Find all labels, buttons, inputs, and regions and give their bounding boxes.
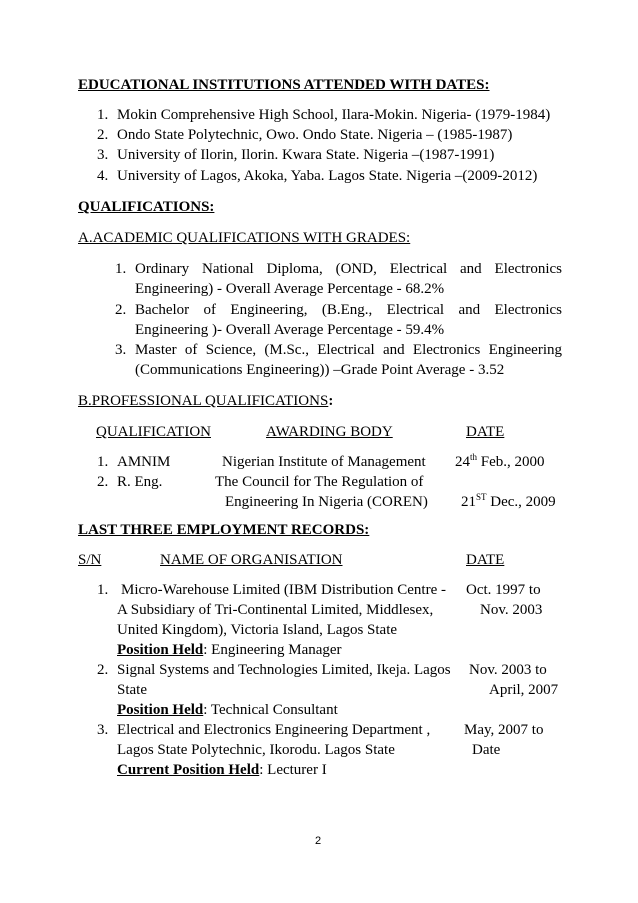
position-value: : Lecturer I bbox=[259, 762, 327, 778]
date-rest: Feb., 2000 bbox=[477, 454, 545, 470]
list-item-number: 1. bbox=[97, 582, 109, 598]
list-item-number: 3. bbox=[115, 342, 127, 358]
column-header-awarding-body: AWARDING BODY bbox=[266, 424, 393, 440]
date-rest: Dec., 2009 bbox=[486, 494, 556, 510]
list-item-number: 2. bbox=[97, 662, 109, 678]
list-item-number: 3. bbox=[97, 722, 109, 738]
list-item-number: 2. bbox=[97, 127, 109, 143]
list-item: Bachelor of Engineering, (B.Eng., Electrical and Electronics bbox=[135, 302, 562, 318]
position-label: Position Held bbox=[117, 702, 204, 718]
professional-heading bbox=[78, 392, 333, 410]
list-item-continuation: Engineering )- Overall Average Percentage - 59.4% bbox=[135, 322, 445, 338]
position-held bbox=[117, 761, 327, 779]
column-header-organisation: NAME OF ORGANISATION bbox=[160, 552, 343, 568]
organisation-line: State bbox=[117, 682, 147, 698]
position-value: : Technical Consultant bbox=[203, 702, 338, 718]
date-ordinal: th bbox=[470, 452, 478, 462]
page-number: 2 bbox=[315, 835, 322, 847]
institutions-heading: EDUCATIONAL INSTITUTIONS ATTENDED WITH DATES: bbox=[78, 77, 490, 93]
professional-heading-text: B.PROFESSIONAL QUALIFICATIONS bbox=[78, 393, 329, 409]
list-item-number: 3. bbox=[97, 147, 109, 163]
list-item-number: 1. bbox=[115, 261, 127, 277]
date-day: 21 bbox=[461, 494, 476, 510]
date-to: April, 2007 bbox=[489, 682, 559, 698]
date-day: 24 bbox=[455, 454, 470, 470]
qualification-name: AMNIM bbox=[117, 454, 171, 470]
academic-heading: A.ACADEMIC QUALIFICATIONS WITH GRADES: bbox=[78, 230, 411, 246]
list-item: Ondo State Polytechnic, Owo. Ondo State. Nigeria – (1985-1987) bbox=[117, 127, 513, 143]
organisation-line: Lagos State Polytechnic, Ikorodu. Lagos State bbox=[117, 742, 395, 758]
qualifications-heading: QUALIFICATIONS: bbox=[78, 199, 215, 215]
qualification-date bbox=[461, 493, 556, 511]
awarding-body: The Council for The Regulation of bbox=[215, 474, 424, 490]
list-item-number: 2. bbox=[115, 302, 127, 318]
column-header-sn: S/N bbox=[78, 552, 102, 568]
list-item: Master of Science, (M.Sc., Electrical and Electronics Engineering bbox=[135, 342, 562, 358]
date-from: Oct. 1997 to bbox=[466, 582, 541, 598]
position-label: Current Position Held bbox=[117, 762, 260, 778]
organisation-line: A Subsidiary of Tri-Continental Limited, Middlesex, bbox=[117, 602, 434, 618]
column-header-date: DATE bbox=[466, 552, 505, 568]
organisation-line: Signal Systems and Technologies Limited, Ikeja. Lagos bbox=[117, 662, 451, 678]
column-header-date: DATE bbox=[466, 424, 505, 440]
list-item-number: 1. bbox=[97, 107, 109, 123]
organisation-line: Micro-Warehouse Limited (IBM Distribution Centre - bbox=[121, 582, 446, 598]
date-to: Nov. 2003 bbox=[480, 602, 543, 618]
awarding-body: Nigerian Institute of Management bbox=[222, 454, 426, 470]
organisation-line: Electrical and Electronics Engineering Department , bbox=[117, 722, 431, 738]
list-item-number: 1. bbox=[97, 454, 109, 470]
list-item-continuation: Engineering) - Overall Average Percentage - 68.2% bbox=[135, 281, 445, 297]
position-held bbox=[117, 701, 338, 719]
list-item: Mokin Comprehensive High School, Ilara-Mokin. Nigeria- (1979-1984) bbox=[117, 107, 551, 123]
list-item-number: 2. bbox=[97, 474, 109, 490]
organisation-line: United Kingdom), Victoria Island, Lagos State bbox=[117, 622, 398, 638]
list-item-continuation: (Communications Engineering)) –Grade Point Average - 3.52 bbox=[135, 362, 505, 378]
employment-heading: LAST THREE EMPLOYMENT RECORDS: bbox=[78, 522, 370, 538]
list-item: University of Lagos, Akoka, Yaba. Lagos State. Nigeria –(2009-2012) bbox=[117, 168, 538, 184]
date-from: Nov. 2003 to bbox=[469, 662, 547, 678]
date-ordinal: ST bbox=[476, 492, 487, 502]
date-to: Date bbox=[472, 742, 501, 758]
qualification-name: R. Eng. bbox=[117, 474, 163, 490]
position-label: Position Held bbox=[117, 642, 204, 658]
position-value: : Engineering Manager bbox=[203, 642, 342, 658]
qualification-date bbox=[455, 453, 545, 471]
list-item: Ordinary National Diploma, (OND, Electrical and Electronics bbox=[135, 261, 562, 277]
list-item: University of Ilorin, Ilorin. Kwara State. Nigeria –(1987-1991) bbox=[117, 147, 495, 163]
awarding-body-continuation: Engineering In Nigeria (COREN) bbox=[225, 494, 428, 510]
position-held bbox=[117, 641, 342, 659]
column-header-qualification: QUALIFICATION bbox=[96, 424, 211, 440]
professional-heading-colon: : bbox=[328, 393, 334, 409]
date-from: May, 2007 to bbox=[464, 722, 544, 738]
list-item-number: 4. bbox=[97, 168, 109, 184]
